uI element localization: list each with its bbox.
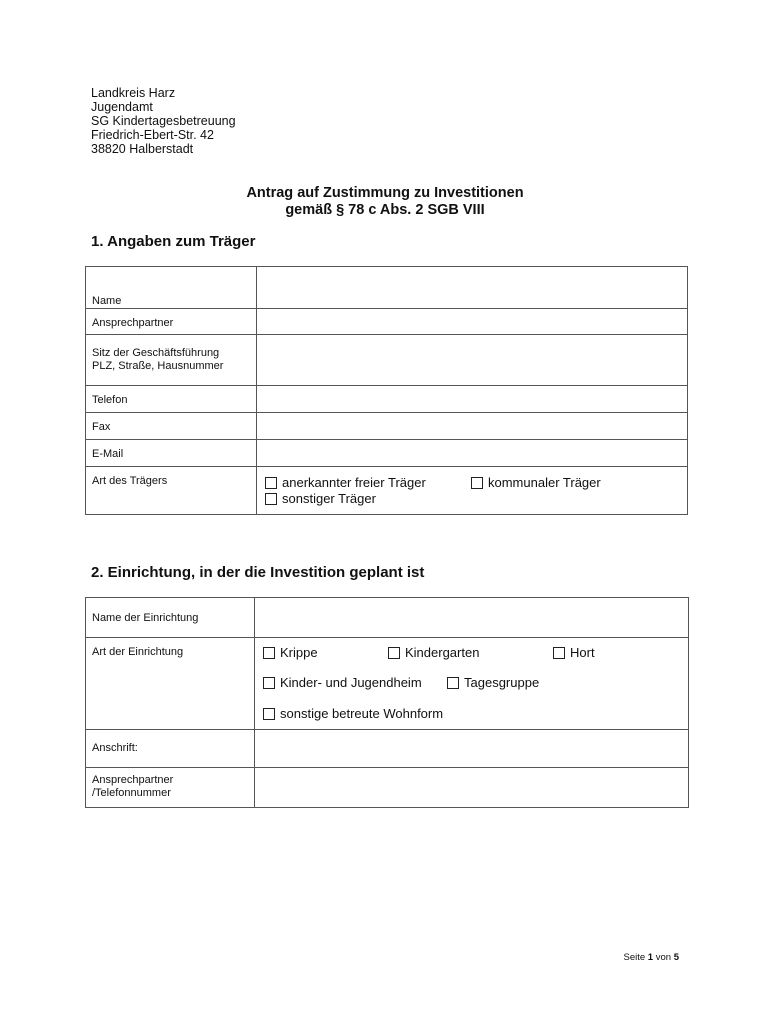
fax-field[interactable] [257,413,688,440]
contact-label: Ansprechpartner [86,309,257,335]
table-row [86,386,688,413]
table-row [86,638,689,730]
table-row [86,267,688,309]
option-tagesgruppe[interactable]: Tagesgruppe [447,675,539,690]
table-row [86,730,689,768]
section2-heading: 2. Einrichtung, in der die Investition geplant ist [91,564,425,581]
option-krippe[interactable]: Krippe [263,645,318,660]
facility-address-label: Anschrift: [86,730,255,768]
phone-label: Telefon [86,386,257,413]
table-row [86,768,689,808]
facility-type-label: Art der Einrichtung [86,638,255,730]
facility-address-field[interactable] [255,730,689,768]
checkbox[interactable] [263,647,275,659]
table-row [86,413,688,440]
carrier-type-label: Art des Trägers [86,467,257,515]
facility-table [85,597,689,808]
option-free-carrier[interactable]: anerkannter freier Träger [265,475,426,490]
email-label: E-Mail [86,440,257,467]
page-number: Seite 1 von 5 [623,952,679,963]
facility-name-field[interactable] [255,598,689,638]
table-row [86,440,688,467]
carrier-table [85,266,688,515]
facility-type-options [255,638,689,730]
checkbox[interactable] [263,677,275,689]
address-line: 38820 Halberstadt [91,142,194,156]
name-label: Name [86,267,257,309]
option-kindergarten[interactable]: Kindergarten [388,645,479,660]
table-row [86,467,688,515]
address-line: SG Kindertagesbetreuung [91,114,236,128]
address-line: Landkreis Harz [91,86,176,100]
facility-name-label: Name der Einrichtung [86,598,255,638]
checkbox[interactable] [553,647,565,659]
title-line: Antrag auf Zustimmung zu Investitionen [246,185,524,201]
option-sonstige-wohnform[interactable]: sonstige betreute Wohnform [263,706,443,721]
seat-label: Sitz der Geschäftsführung PLZ, Straße, Hausnummer [86,335,257,386]
recipient-address [91,86,236,156]
carrier-type-options [257,467,688,515]
phone-field[interactable] [257,386,688,413]
table-row [86,309,688,335]
address-line: Jugendamt [91,100,153,114]
checkbox[interactable] [388,647,400,659]
checkbox[interactable] [447,677,459,689]
email-field[interactable] [257,440,688,467]
facility-contact-field[interactable] [255,768,689,808]
facility-contact-label: Ansprechpartner /Telefonnummer [86,768,255,808]
seat-field[interactable] [257,335,688,386]
title-line: gemäß § 78 c Abs. 2 SGB VIII [285,202,485,218]
checkbox[interactable] [265,493,277,505]
address-line: Friedrich-Ebert-Str. 42 [91,128,214,142]
checkbox[interactable] [263,708,275,720]
option-other-carrier[interactable]: sonstiger Träger [265,491,376,506]
document-title [0,185,770,219]
table-row [86,598,689,638]
checkbox[interactable] [265,477,277,489]
name-field[interactable] [257,267,688,309]
table-row [86,335,688,386]
section1-heading: 1. Angaben zum Träger [91,233,256,250]
contact-field[interactable] [257,309,688,335]
option-kinderheim[interactable]: Kinder- und Jugendheim [263,675,422,690]
fax-label: Fax [86,413,257,440]
option-hort[interactable]: Hort [553,645,595,660]
option-municipal-carrier[interactable]: kommunaler Träger [471,475,601,490]
checkbox[interactable] [471,477,483,489]
